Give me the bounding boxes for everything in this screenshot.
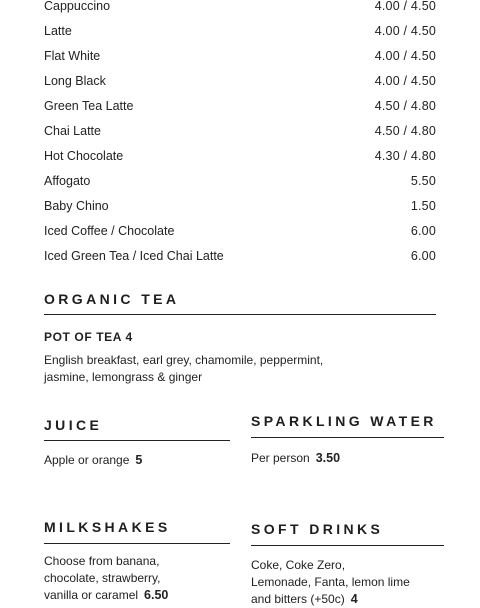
- item-name: Green Tea Latte: [44, 99, 134, 113]
- menu-row: [44, 144, 436, 169]
- item-name: Hot Chocolate: [44, 149, 124, 163]
- soft-drinks-line: Coke, Coke Zero,: [251, 558, 346, 572]
- item-price: 4.00 / 4.50: [374, 49, 436, 63]
- milkshakes-line: vanilla or caramel: [44, 588, 139, 602]
- soft-drinks-line: and bitters (+50c): [251, 592, 345, 606]
- menu-row: [44, 94, 436, 119]
- juice-price: 5: [135, 453, 143, 467]
- item-price: 4.00 / 4.50: [374, 24, 436, 38]
- item-price: 4.50 / 4.80: [374, 99, 436, 113]
- item-price: 4.00 / 4.50: [374, 74, 436, 88]
- item-price: 6.00: [410, 224, 436, 238]
- sparkling-water-heading: SPARKLING WATER: [251, 413, 437, 429]
- pot-of-tea-title: POT OF TEA 4: [44, 330, 133, 344]
- item-price: 4.50 / 4.80: [374, 124, 436, 138]
- milkshakes-heading: MILKSHAKES: [44, 519, 171, 535]
- menu-row: [44, 69, 436, 94]
- menu-row: [44, 19, 436, 44]
- item-name: Chai Latte: [44, 124, 101, 138]
- organic-tea-divider: [44, 314, 436, 315]
- item-name: Flat White: [44, 49, 101, 63]
- item-name: Affogato: [44, 174, 91, 188]
- tea-description-line: jasmine, lemongrass & ginger: [44, 370, 203, 384]
- item-price: 6.00: [410, 249, 436, 263]
- menu-row: [44, 44, 436, 69]
- item-price: 4.00 / 4.50: [374, 0, 436, 13]
- coffee-menu-list: [44, 0, 436, 269]
- milkshakes-description: [44, 553, 234, 604]
- item-price: 1.50: [410, 199, 436, 213]
- menu-row: [44, 194, 436, 219]
- soft-drinks-price: 4: [350, 592, 358, 606]
- item-name: Baby Chino: [44, 199, 109, 213]
- sparkling-water-price: 3.50: [315, 451, 341, 465]
- tea-description: [44, 352, 444, 386]
- menu-row: [44, 244, 436, 269]
- juice-divider: [44, 440, 230, 441]
- milkshakes-line: chocolate, strawberry,: [44, 571, 161, 585]
- juice-heading: JUICE: [44, 417, 103, 433]
- item-name: Long Black: [44, 74, 106, 88]
- item-name: Iced Green Tea / Iced Chai Latte: [44, 249, 224, 263]
- item-name: Latte: [44, 24, 72, 38]
- item-price: 5.50: [410, 174, 436, 188]
- menu-row: [44, 0, 436, 19]
- tea-description-line: English breakfast, earl grey, chamomile, peppermint,: [44, 353, 324, 367]
- menu-row: [44, 219, 436, 244]
- soft-drinks-divider: [251, 545, 444, 546]
- item-name: Iced Coffee / Chocolate: [44, 224, 175, 238]
- item-name: Cappuccino: [44, 0, 111, 13]
- item-price: 4.30 / 4.80: [374, 149, 436, 163]
- juice-description: [44, 452, 142, 469]
- menu-row: [44, 119, 436, 144]
- soft-drinks-description: [251, 557, 451, 608]
- juice-text: Apple or orange: [44, 453, 130, 467]
- milkshakes-divider: [44, 543, 230, 544]
- organic-tea-heading: ORGANIC TEA: [44, 291, 180, 307]
- milkshakes-line: Choose from banana,: [44, 554, 160, 568]
- sparkling-water-text: Per person: [251, 451, 310, 465]
- soft-drinks-line: Lemonade, Fanta, lemon lime: [251, 575, 410, 589]
- soft-drinks-heading: SOFT DRINKS: [251, 521, 384, 537]
- sparkling-water-divider: [251, 437, 444, 438]
- milkshakes-price: 6.50: [144, 588, 169, 602]
- menu-row: [44, 169, 436, 194]
- sparkling-water-description: [251, 450, 340, 467]
